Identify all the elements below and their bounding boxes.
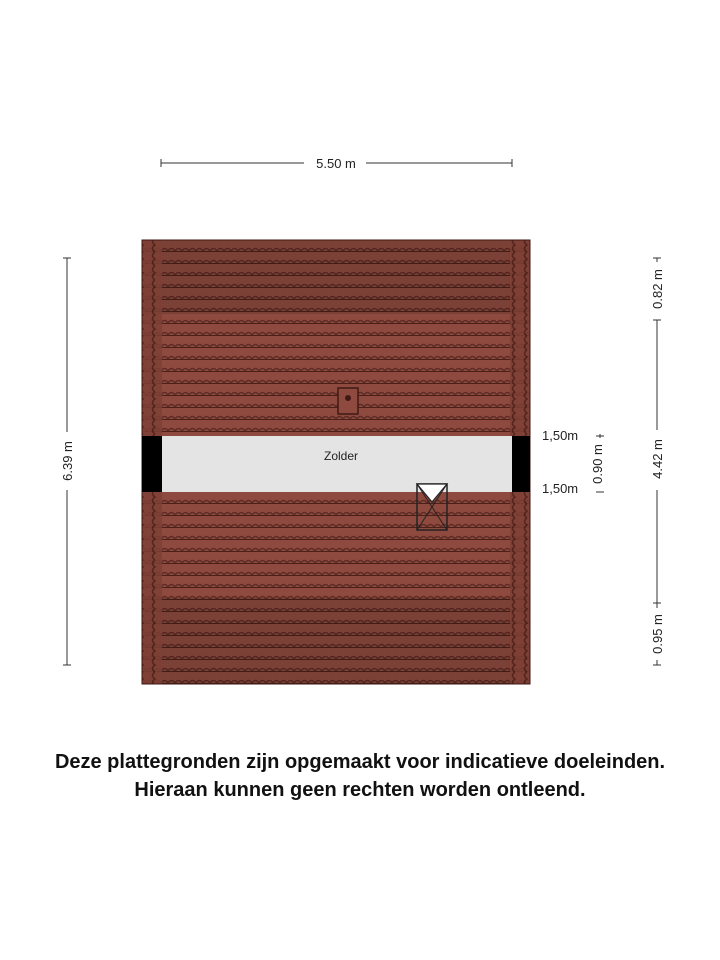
wall-left (142, 436, 162, 492)
dimension-left-label: 6.39 m (60, 441, 75, 481)
wall-right (512, 436, 530, 492)
dimension-right-bottom-label: 0.95 m (650, 614, 665, 654)
disclaimer-line-1: Deze plattegronden zijn opgemaakt voor indicatieve doeleinden. (54, 751, 666, 773)
attic-room (162, 436, 512, 492)
disclaimer-line-2: Hieraan kunnen geen rechten worden ontleend. (134, 779, 586, 801)
room-label-attic: Zolder (323, 449, 359, 463)
dimension-top-label: 5.50 m (316, 156, 356, 171)
dimension-right (650, 258, 665, 665)
dimension-right-middle-label: 4.42 m (650, 439, 665, 479)
dimension-left (60, 258, 75, 665)
disclaimer (0, 748, 720, 804)
roof-overhang-bottom (142, 598, 530, 684)
dimension-right-top-label: 0.82 m (650, 269, 665, 309)
height-label-upper: 1,50m (542, 428, 579, 443)
dimension-opening (590, 434, 605, 492)
attic-floor (162, 436, 512, 492)
dimension-top (161, 156, 512, 171)
dimension-opening-label: 0.90 m (590, 444, 605, 484)
roof-hatch (338, 388, 358, 414)
height-label-lower: 1,50m (542, 481, 579, 496)
